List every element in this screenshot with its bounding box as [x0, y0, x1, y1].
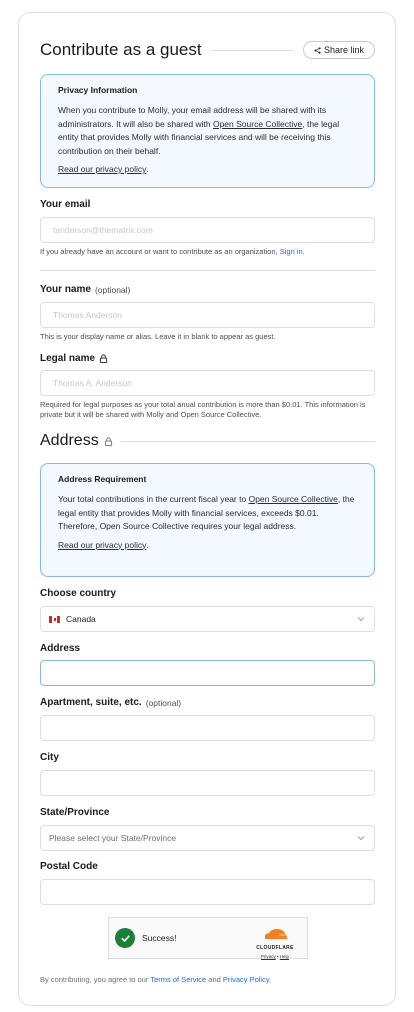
captcha-help-link[interactable]: Help [279, 954, 290, 959]
address-label [40, 643, 80, 654]
name-placeholder: Thomas Anderson [53, 310, 122, 320]
form-header [40, 39, 375, 61]
osc-link[interactable]: Open Source Collective [212, 118, 303, 129]
postal-code-label [40, 861, 98, 872]
section-divider [40, 270, 375, 271]
email-label-text: Your email [40, 199, 91, 210]
address-requirement-title: Address Requirement [58, 474, 147, 484]
page-title: Contribute as a guest [40, 40, 202, 59]
address-req-text-part: Your total contributions in the current fiscal year to [58, 494, 249, 504]
cloud-icon [262, 928, 288, 939]
email-field[interactable] [40, 217, 375, 243]
email-label [40, 199, 90, 210]
legal-name-placeholder: Thomas A. Anderson [53, 378, 132, 388]
address-field[interactable] [40, 660, 375, 686]
email-help [40, 247, 375, 257]
address-label-text: Address [40, 643, 81, 654]
share-link-button[interactable] [303, 41, 375, 59]
separator: • [276, 954, 279, 959]
contribution-form-card [18, 12, 396, 1006]
privacy-info-text [58, 104, 358, 158]
city-label [40, 752, 59, 763]
name-field[interactable] [40, 302, 375, 328]
footer-text: By contributing, you agree to our [40, 975, 151, 984]
footer-text: . [269, 975, 272, 984]
apartment-label-text: Apartment, suite, etc. [40, 697, 142, 708]
chevron-down-icon [357, 835, 365, 841]
legal-name-field[interactable] [40, 370, 375, 396]
country-label [40, 588, 116, 599]
privacy-info-box [40, 74, 375, 188]
success-check-icon [115, 928, 135, 948]
cloudflare-wordmark: CLOUDFLARE [256, 945, 294, 951]
postal-code-label-text: Postal Code [40, 861, 98, 872]
state-select[interactable] [40, 825, 375, 851]
city-label-text: City [40, 752, 59, 763]
apartment-label [40, 697, 181, 708]
name-label [40, 284, 130, 295]
legal-name-help: Required for legal purposes as your total anual contribution is more than $0.01. This information is private but it will be shared with Molly and Open Source Collective. [40, 400, 366, 419]
privacy-text-part: , the legal entity that provides Molly with financial services and will be receiving this contribution on their behalf. [58, 118, 340, 156]
share-icon [314, 47, 321, 54]
canada-flag-icon [49, 616, 60, 623]
name-help: This is your display name or alias. Leave it in blank to appear as guest. [40, 332, 276, 341]
terms-footer [40, 975, 271, 984]
address-section-header [40, 431, 375, 451]
period: . [146, 539, 149, 550]
privacy-info-title: Privacy Information [58, 85, 138, 95]
address-requirement-box [40, 463, 375, 577]
title-divider [212, 50, 293, 51]
legal-name-label-text: Legal name [40, 353, 96, 364]
privacy-policy-link[interactable]: Privacy Policy [222, 975, 270, 984]
lock-icon [99, 354, 108, 363]
sign-in-link[interactable]: Sign in [279, 247, 303, 256]
address-req-text-part: , the legal entity that provides Molly with financial services, exceeds $0.01. Therefore, Open Source Collective requires your legal address. [58, 494, 355, 531]
country-select[interactable] [40, 606, 375, 632]
privacy-policy-link[interactable]: Read our privacy policy [58, 539, 147, 550]
country-label-text: Choose country [40, 588, 117, 599]
privacy-policy-link[interactable]: Read our privacy policy [58, 164, 147, 174]
email-help-text: If you already have an account or want to contribute as an organization, [40, 247, 280, 256]
address-requirement-text [58, 493, 358, 534]
captcha-links [249, 954, 301, 959]
chevron-down-icon [357, 616, 365, 622]
osc-link[interactable]: Open Source Collective [248, 494, 338, 504]
optional-tag: (optional) [145, 697, 182, 708]
city-field[interactable] [40, 770, 375, 796]
name-label-text: Your name [40, 284, 91, 295]
terms-link[interactable]: Terms of Service [150, 975, 207, 984]
period: . [146, 164, 149, 174]
legal-name-label [40, 353, 108, 364]
country-value: Canada [66, 614, 96, 624]
captcha-widget[interactable] [108, 917, 308, 959]
state-label [40, 807, 109, 818]
state-placeholder: Please select your State/Province [49, 833, 177, 843]
footer-text: and [206, 975, 223, 984]
apartment-field[interactable] [40, 715, 375, 741]
share-link-label: Share link [323, 45, 364, 55]
postal-code-field[interactable] [40, 879, 375, 905]
section-divider-line [121, 441, 375, 442]
state-label-text: State/Province [40, 807, 110, 818]
cloudflare-logo [249, 926, 301, 959]
email-placeholder: tanderson@thematrix.com [53, 225, 153, 235]
optional-tag: (optional) [94, 284, 131, 295]
captcha-privacy-link[interactable]: Privacy [260, 954, 276, 959]
privacy-text-part: When you contribute to Molly, your email address will be shared with its administrators. It will also be shared with [58, 105, 327, 129]
lock-icon [104, 437, 113, 446]
period: . [302, 247, 305, 256]
captcha-status: Success! [142, 933, 177, 943]
address-section-title: Address [40, 432, 99, 449]
